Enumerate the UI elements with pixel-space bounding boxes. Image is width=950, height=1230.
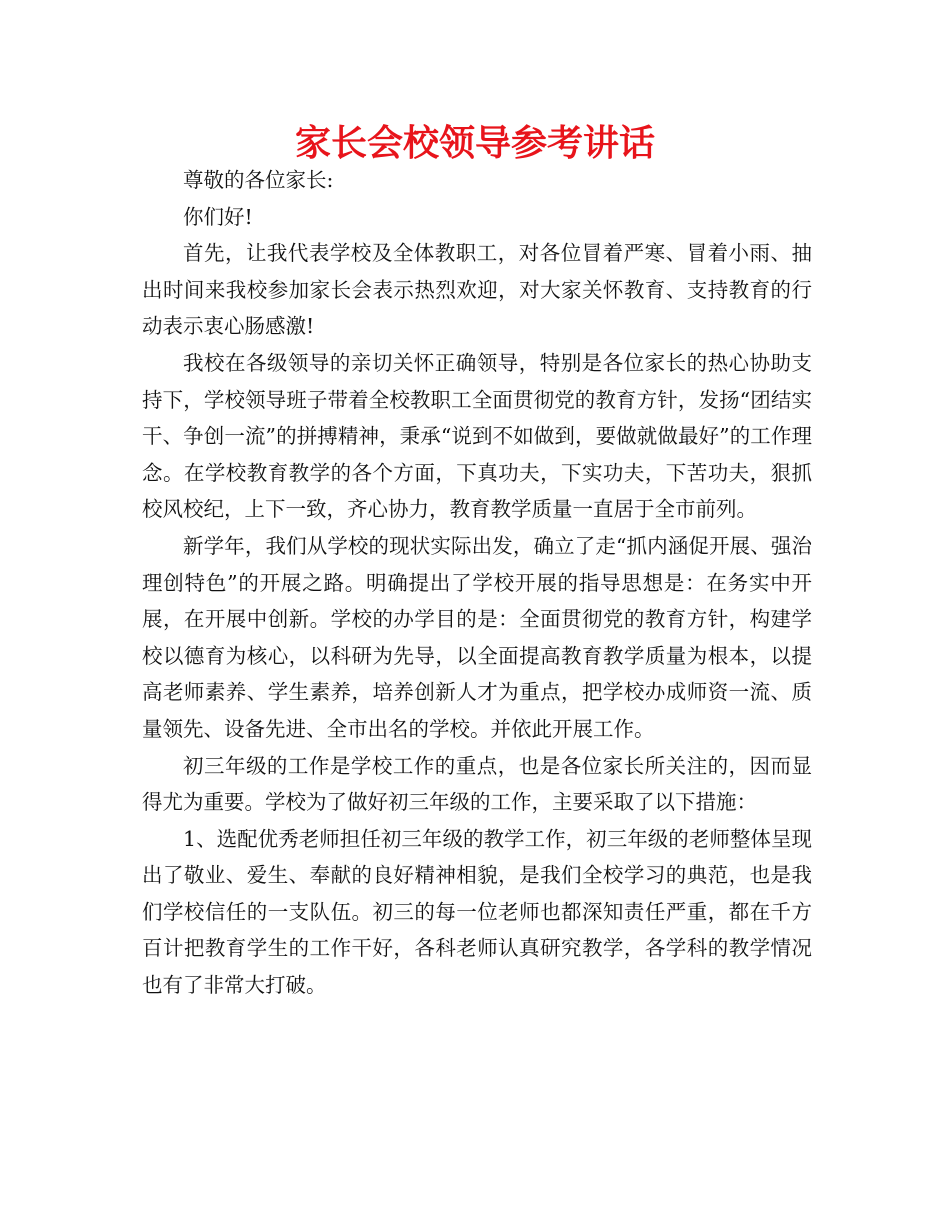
paragraph-welcome: 首先，让我代表学校及全体教职工，对各位冒着严寒、冒着小雨、抽出时间来我校参加家长会表示热烈欢迎，对大家关怀教育、支持教育的行动表示衷心肠感激! — [142, 241, 812, 339]
greeting: 你们好! — [183, 204, 253, 229]
document-title: 家长会校领导参考讲话 — [294, 123, 655, 164]
paragraph-measure-one: 1、选配优秀老师担任初三年级的教学工作，初三年级的老师整体呈现出了敬业、爱生、奉献的良好精神相貌，是我们全校学习的典范，也是我们学校信任的一支队伍。初三的每一位老师也都深知责任严重，都在千方百计把教育学生的工作干好，各科老师认真研究教学，各学科的教学情况也有了非常大打破。 — [142, 826, 812, 998]
paragraph-school-achievements: 我校在各级领导的亲切关怀正确领导，特别是各位家长的热心协助支持下，学校领导班子带着全校教职工全面贯彻党的教育方针，发扬“团结实干、争创一流”的拼搏精神，秉承“说到不如做到，要做就做最好”的工作理念。在学校教育教学的各个方面，下真功夫，下实功夫，下苦功夫，狠抓校风校纪，上下一致，齐心协力，教育教学质量一直居于全市前列。 — [142, 350, 812, 522]
paragraph-grade-three-focus: 初三年级的工作是学校工作的重点，也是各位家长所关注的，因而显得尤为重要。学校为了做好初三年级的工作，主要采取了以下措施： — [142, 753, 812, 815]
salutation: 尊敬的各位家长: — [183, 168, 334, 192]
document-body — [142, 162, 812, 1004]
paragraph-new-year-plan: 新学年，我们从学校的现状实际出发，确立了走“抓内涵促开展、强治理创特色”的开展之路。明确提出了学校开展的指导思想是：在务实中开展，在开展中创新。学校的办学目的是：全面贯彻党的教育方针，构建学校以德育为核心，以科研为先导，以全面提高教育教学质量为根本，以提高老师素养、学生素养，培养创新人才为重点，把学校办成师资一流、质量领先、设备先进、全市出名的学校。并依此开展工作。 — [142, 533, 812, 741]
